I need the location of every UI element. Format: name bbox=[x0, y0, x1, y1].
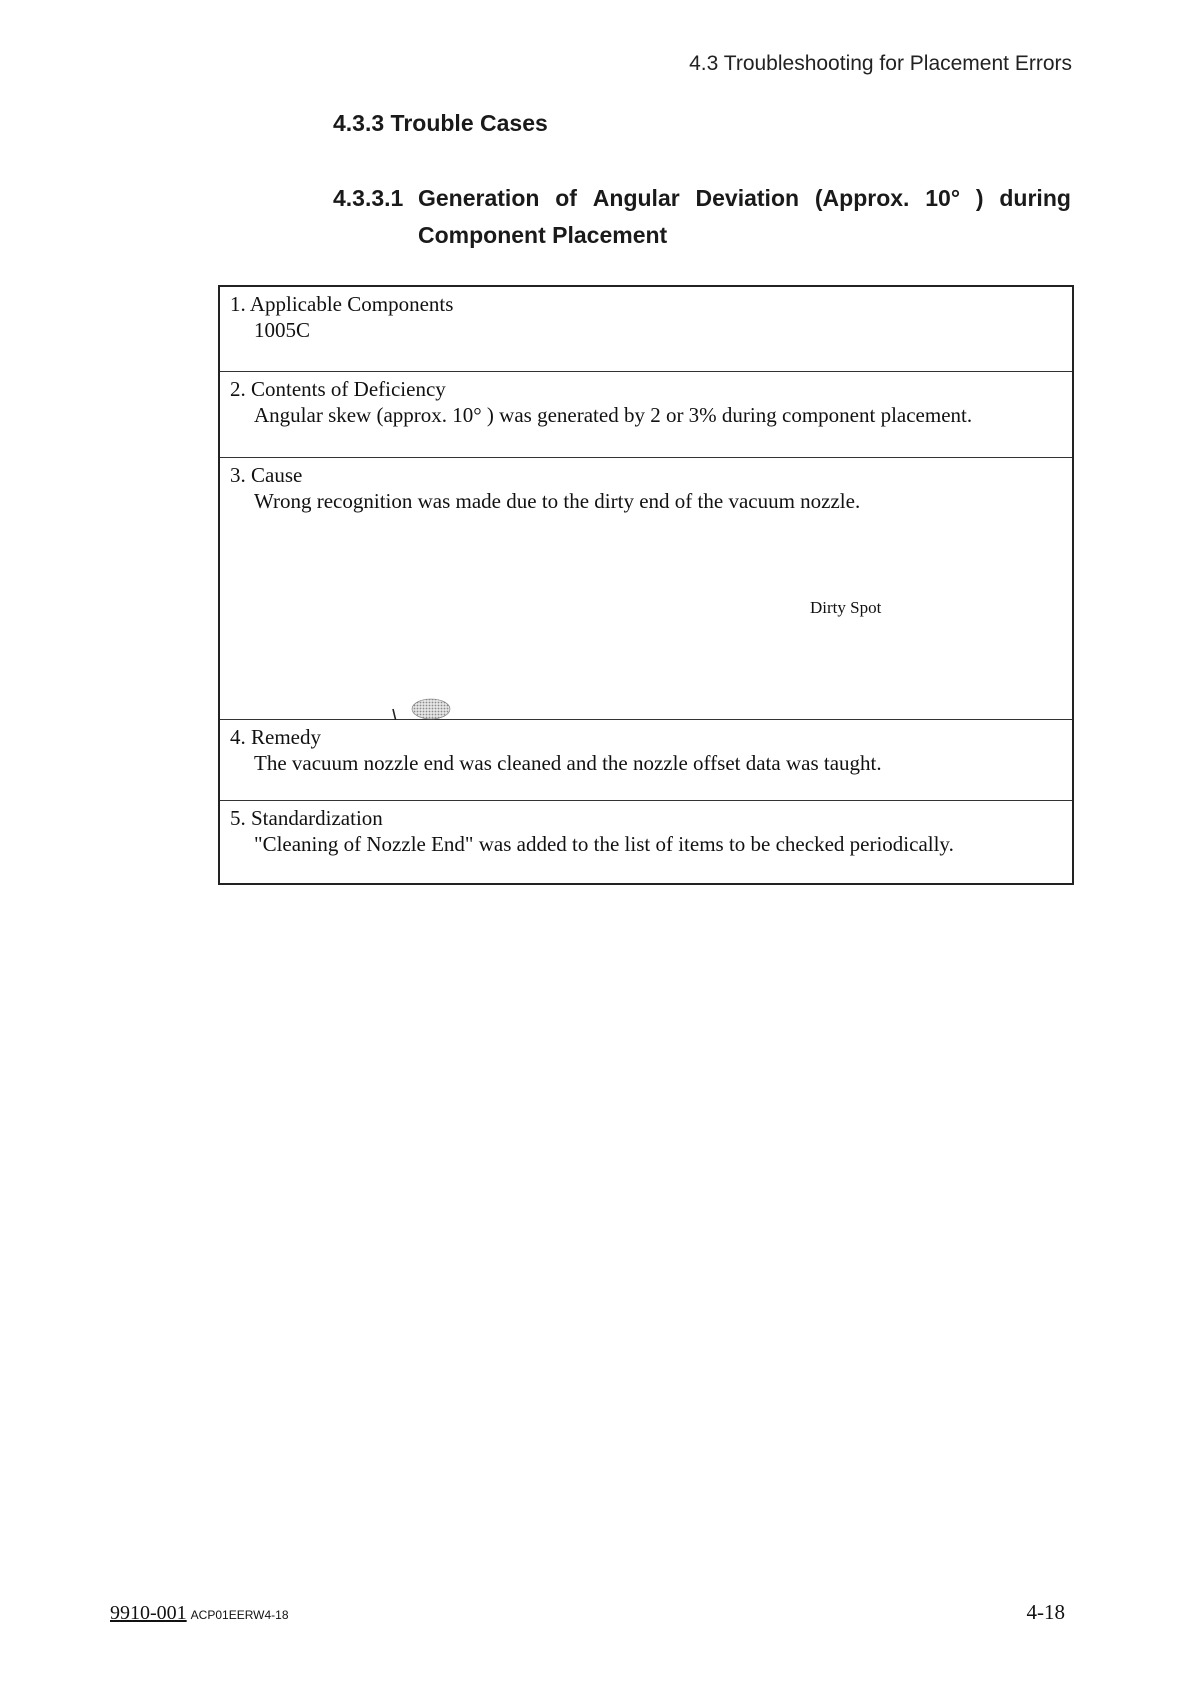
dirty-spot-small bbox=[412, 699, 450, 719]
row-body: Wrong recognition was made due to the dirty end of the vacuum nozzle. bbox=[254, 489, 861, 513]
dirty-spot-label: Dirty Spot bbox=[810, 598, 882, 617]
row-title: 5. Standardization bbox=[230, 806, 383, 830]
section-heading: 4.3.3 Trouble Cases bbox=[333, 110, 548, 136]
case-row-applicable-components bbox=[220, 287, 1072, 372]
subsection-title bbox=[418, 180, 1071, 254]
subsection-title-word: ) bbox=[975, 185, 984, 211]
footer-document-id bbox=[110, 1602, 289, 1625]
subsection-title-word: (Approx. bbox=[814, 185, 910, 211]
case-row-contents-of-deficiency bbox=[220, 372, 1072, 458]
row-body: Angular skew (approx. 10° ) was generated by 2 or 3% during component placement. bbox=[254, 403, 973, 427]
row-title: 4. Remedy bbox=[230, 725, 321, 749]
subsection-title-word: 10° bbox=[925, 185, 961, 211]
subsection-title-word: Generation bbox=[418, 185, 540, 211]
doc-code: ACP01EERW4-18 bbox=[190, 1608, 289, 1622]
page-number: 4-18 bbox=[1026, 1600, 1065, 1624]
row-body: 1005C bbox=[254, 318, 311, 342]
subsection-title-word: of bbox=[555, 185, 577, 211]
row-title: 2. Contents of Deficiency bbox=[230, 377, 446, 401]
row-title: 1. Applicable Components bbox=[230, 292, 454, 316]
trouble-case-table bbox=[218, 285, 1074, 885]
subsection-title-word: Deviation bbox=[695, 185, 800, 211]
doc-number: 9910-001 bbox=[110, 1602, 187, 1624]
row-body: The vacuum nozzle end was cleaned and the nozzle offset data was taught. bbox=[254, 751, 882, 775]
running-header: 4.3 Troubleshooting for Placement Errors bbox=[689, 52, 1072, 75]
subsection-heading bbox=[333, 180, 1071, 254]
subsection-title-word: Angular bbox=[592, 185, 680, 211]
case-row-cause bbox=[220, 458, 1072, 720]
subsection-title-line2: Component Placement bbox=[418, 222, 668, 248]
case-row-standardization bbox=[220, 801, 1072, 883]
nozzle-diagram bbox=[220, 458, 1072, 720]
subsection-title-word: during bbox=[999, 185, 1071, 211]
subsection-number: 4.3.3.1 bbox=[333, 185, 404, 211]
row-title: 3. Cause bbox=[230, 463, 303, 487]
case-row-remedy bbox=[220, 720, 1072, 801]
subsection-title-line1 bbox=[418, 180, 1071, 217]
row-body: "Cleaning of Nozzle End" was added to the list of items to be checked periodically. bbox=[254, 832, 954, 856]
